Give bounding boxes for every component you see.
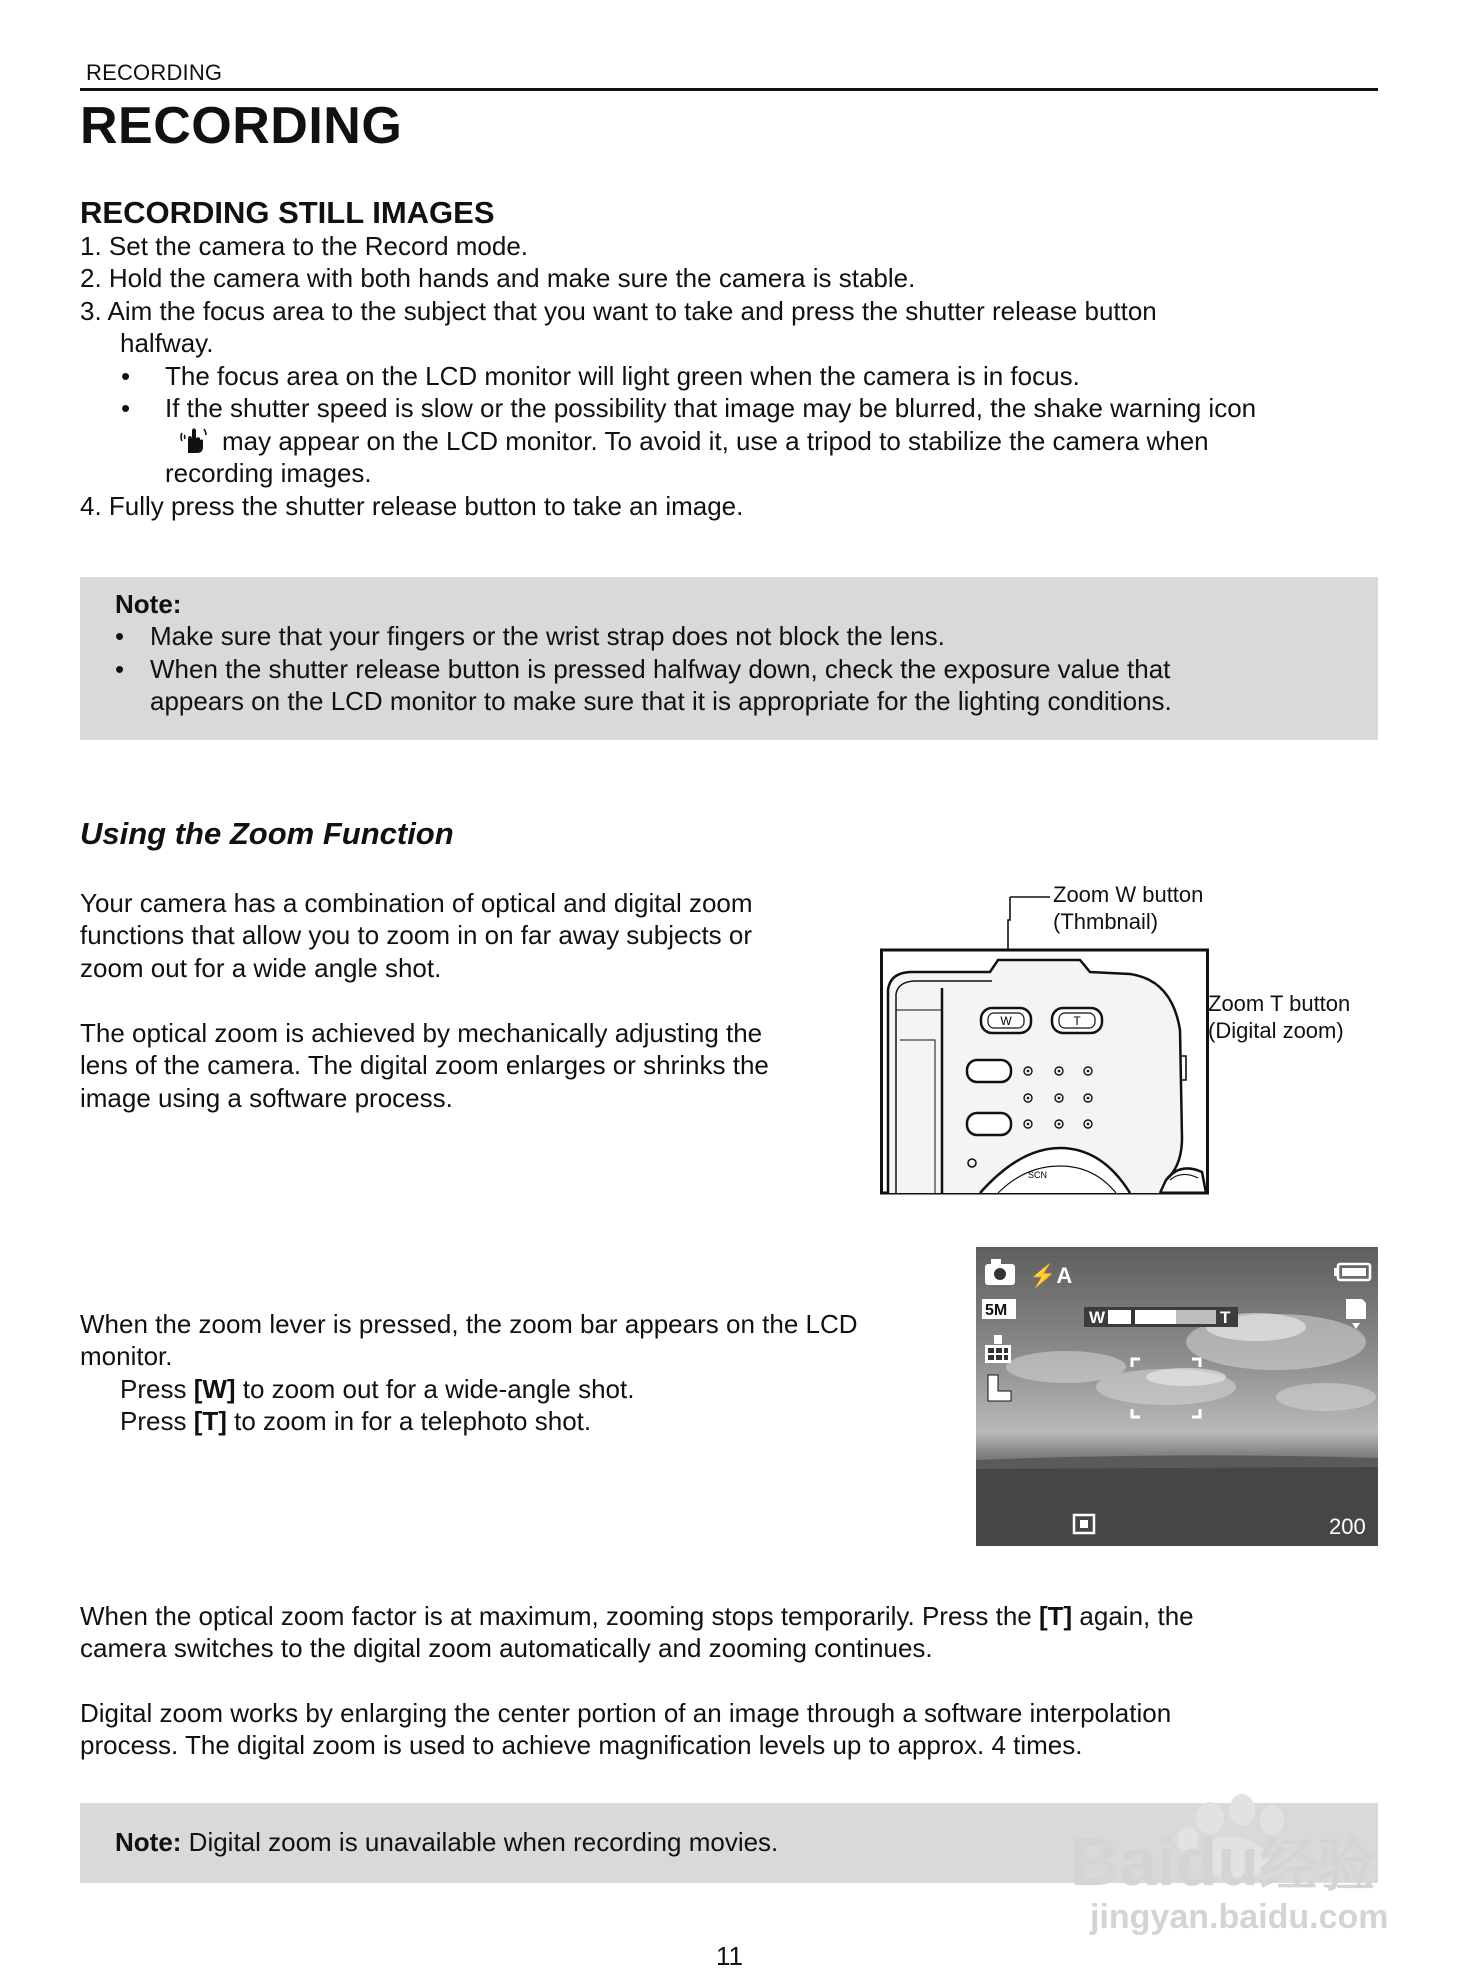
note-bullet-exposure-continued: appears on the LCD monitor to make sure that it is appropriate for the lighting conditions. [150,686,1172,716]
resolution-icon: 5M [985,1302,1008,1319]
camera-scn-label: SCN [1028,1170,1048,1180]
callout-zoom-w-sub: (Thmbnail) [1053,909,1159,934]
digital-zoom-line: process. The digital zoom is used to achieve magnification levels up to approx. 4 times. [80,1730,1083,1760]
optical-explain-line: image using a software process. [80,1083,453,1113]
optical-max-line-2: camera switches to the digital zoom automatically and zooming continues. [80,1633,933,1663]
bullet-shake-end: recording images. [165,458,372,488]
svg-text:T: T [1220,1308,1231,1327]
baidu-watermark: Baidu经验 jingyan.baidu.com [1060,1790,1460,1950]
bullet-shake-continued: may appear on the LCD monitor. To avoid it, use a tripod to stabilize the camera when [222,426,1209,456]
press-w-line: Press [W] to zoom out for a wide-angle shot. [120,1374,635,1404]
header-rule [80,88,1378,91]
camera-t-label: T [1073,1014,1081,1028]
callout-zoom-t-sub: (Digital zoom) [1208,1018,1344,1043]
optical-max-line: When the optical zoom factor is at maximum, zooming stops temporarily. Press the [T] again, the [80,1601,1194,1631]
bullet-mark: • [115,621,125,651]
flash-auto-icon: ⚡A [1029,1263,1073,1288]
step-3: 3. Aim the focus area to the subject that you want to take and press the shutter release button [80,296,1157,326]
shake-warning-icon [178,425,208,455]
step-2: 2. Hold the camera with both hands and make sure the camera is stable. [80,263,916,293]
bullet-shake: If the shutter speed is slow or the possibility that image may be blurred, the shake warning icon [165,393,1257,423]
callout-zoom-w: Zoom W button [1053,882,1204,907]
zoom-lever-line: monitor. [80,1341,173,1371]
camera-back-diagram [880,880,1210,1195]
bullet-focus: The focus area on the LCD monitor will light green when the camera is in focus. [165,361,1080,391]
step-3-continued: halfway. [120,328,214,358]
step-1: 1. Set the camera to the Record mode. [80,231,529,261]
note-digital-text: Note: Digital zoom is unavailable when recording movies. [115,1827,779,1857]
zoom-intro-line: zoom out for a wide angle shot. [80,953,442,983]
page-title: RECORDING [80,97,403,155]
bullet-mark: • [115,654,125,684]
running-header: RECORDING [86,60,223,85]
zoom-intro-line: functions that allow you to zoom in on far away subjects or [80,920,753,950]
optical-explain-line: lens of the camera. The digital zoom enlarges or shrinks the [80,1050,769,1080]
lcd-preview [976,1247,1378,1546]
note-label: Note: [115,589,182,619]
step-4: 4. Fully press the shutter release button to take an image. [80,491,744,521]
note-bullet-exposure: When the shutter release button is pressed halfway down, check the exposure value that [150,654,1171,684]
press-t-line: Press [T] to zoom in for a telephoto shot. [120,1406,592,1436]
optical-explain-line: The optical zoom is achieved by mechanically adjusting the [80,1018,763,1048]
page-number: 11 [716,1941,743,1971]
svg-text:W: W [1089,1308,1106,1327]
bullet-mark: • [121,361,131,391]
camera-w-label: W [1000,1014,1012,1028]
zoom-intro-line: Your camera has a combination of optical and digital zoom [80,888,753,918]
section-title-still-images: RECORDING STILL IMAGES [80,195,495,230]
zoom-bar [1084,1307,1238,1327]
callout-zoom-t: Zoom T button [1208,991,1351,1016]
shots-remaining: 200 [1329,1514,1366,1539]
note-bullet-lens: Make sure that your fingers or the wrist strap does not block the lens. [150,621,945,651]
bullet-mark: • [121,393,131,423]
digital-zoom-line: Digital zoom works by enlarging the center portion of an image through a software interpolation [80,1698,1172,1728]
section-title-zoom: Using the Zoom Function [80,816,454,851]
zoom-lever-line: When the zoom lever is pressed, the zoom bar appears on the LCD [80,1309,858,1339]
